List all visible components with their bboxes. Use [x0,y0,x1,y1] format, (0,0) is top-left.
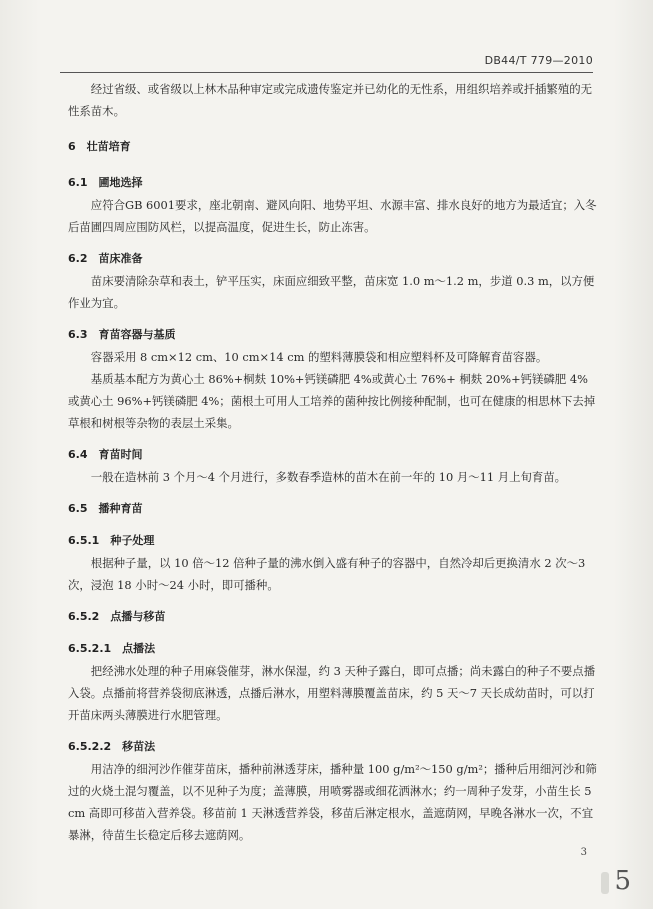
section-6-4-heading: 6.4 育苗时间 [68,448,143,461]
section-6-5-2-1-text: 把经沸水处理的种子用麻袋催芽，淋水保湿，约 3 天种子露白，即可点播；尚未露白的种子不要点播入袋。点播前将营养袋彻底淋透，点播后淋水，用塑料薄膜覆盖苗床，约 5 天～7 天长成幼苗时，可以打开苗床两头薄膜进行水肥管理。 [68,664,596,722]
section-6-1-text: 应符合GB 6001要求，座北朝南、避风向阳、地势平坦、水源丰富、排水良好的地方为最适宜；入冬后苗圃四周应围防风栏，以提高温度，促进生长，防止冻害。 [68,198,597,234]
section-6-3-text-2: 基质基本配方为黄心土 86%+桐麸 10%+钙镁磷肥 4%或黄心土 76%+ 桐麸 20%+钙镁磷肥 4%或黄心土 96%+钙镁磷肥 4%；菌根土可用人工培养的菌种按比例接种配制，也可在健康的相思林下去掉草根和树根等杂物的表层土采集。 [68,372,596,430]
section-6-4-text: 一般在造林前 3 个月～4 个月进行，多数春季造林的苗木在前一年的 10 月～11 月上旬育苗。 [90,470,567,484]
section-6-5-2-1-heading: 6.5.2.1 点播法 [68,642,156,655]
section-6-2-heading: 6.2 苗床准备 [68,252,143,265]
section-6-2-text: 苗床要清除杂草和表土，铲平压实，床面应细致平整，苗床宽 1.0 m～1.2 m，步道 0.3 m，以方便作业为宜。 [68,274,595,310]
section-6-1-heading: 6.1 圃地选择 [68,176,143,189]
section-6-5-2-2-text: 用洁净的细河沙作催芽苗床，播种前淋透芽床，播种量 100 g/m²～150 g/m²；播种后用细河沙和筛过的火烧土混匀覆盖，以不见种子为度；盖薄膜，用喷雾器或细花洒淋水；约一周种子发芽，小苗生长 5 cm 高即可移苗入营养袋。移苗前 1 天淋透营养袋，移苗后淋定根水，盖遮荫网，早晚各淋水一次，不宜暴淋，待苗生长稳定后移去遮荫网。 [68,762,597,842]
section-6-5-1-heading: 6.5.1 种子处理 [68,534,155,547]
scan-mark [601,872,609,894]
page-number: 3 [580,847,587,858]
section-6-5-2-2-heading: 6.5.2.2 移苗法 [68,740,156,753]
section-6-3-heading: 6.3 育苗容器与基质 [68,328,176,341]
document-body [68,78,598,846]
header-divider [60,72,593,73]
intro-paragraph: 经过省级、或省级以上林木品种审定或完成遗传鉴定并已幼化的无性系，用组织培养或扦插繁殖的无性系苗木。 [68,82,592,118]
section-6-5-1-text: 根据种子量，以 10 倍～12 倍种子量的沸水倒入盛有种子的容器中，自然冷却后更换清水 2 次～3 次，浸泡 18 小时～24 小时，即可播种。 [68,556,586,592]
sheet-number: 5 [614,866,631,896]
document-code: DB44/T 779—2010 [484,54,593,67]
section-6-5-2-heading: 6.5.2 点播与移苗 [68,610,166,623]
section-6-5-heading: 6.5 播种育苗 [68,502,143,515]
section-6-heading: 6 壮苗培育 [68,140,131,153]
section-6-3-text-1: 容器采用 8 cm×12 cm、10 cm×14 cm 的塑料薄膜袋和相应塑料杯及可降解育苗容器。 [90,350,548,364]
